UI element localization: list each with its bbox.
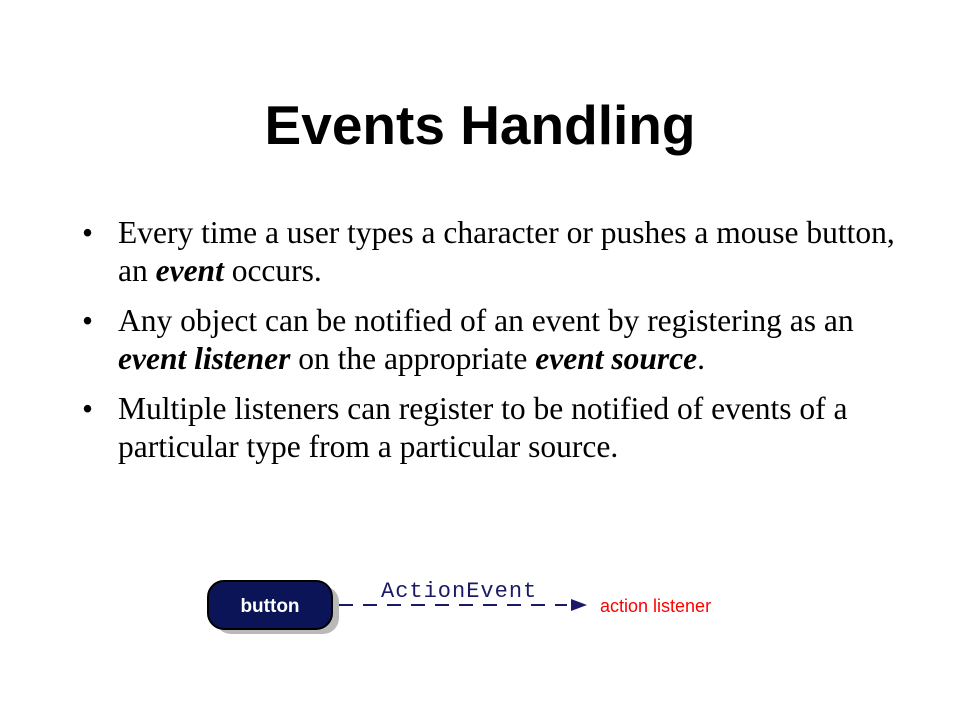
bullet-dot-icon: •	[82, 303, 94, 338]
bullet-list	[80, 214, 900, 478]
slide-title: Events Handling	[264, 94, 696, 156]
bullet-dot-icon: •	[82, 391, 94, 426]
emphasis-event-listener: event listener	[118, 341, 291, 376]
bullet-dot-icon: •	[82, 215, 94, 250]
emphasis-event: event	[155, 253, 224, 288]
event-label: ActionEvent	[381, 579, 538, 604]
listener-label: action listener	[600, 596, 712, 616]
bullet-item: • Multiple listeners can register to be notified of events of a particular type from a particular source.	[82, 391, 848, 464]
arrow-head-icon	[571, 599, 587, 611]
emphasis-event-source: event source	[535, 341, 698, 376]
button-label: button	[240, 596, 300, 617]
action-event-diagram	[205, 570, 765, 650]
bullet-item: • Any object can be notified of an event by registering as an event listener on the appropriate event source.	[82, 303, 854, 376]
bullet-item: • Every time a user types a character or pushes a mouse button, an event occurs.	[82, 215, 895, 288]
